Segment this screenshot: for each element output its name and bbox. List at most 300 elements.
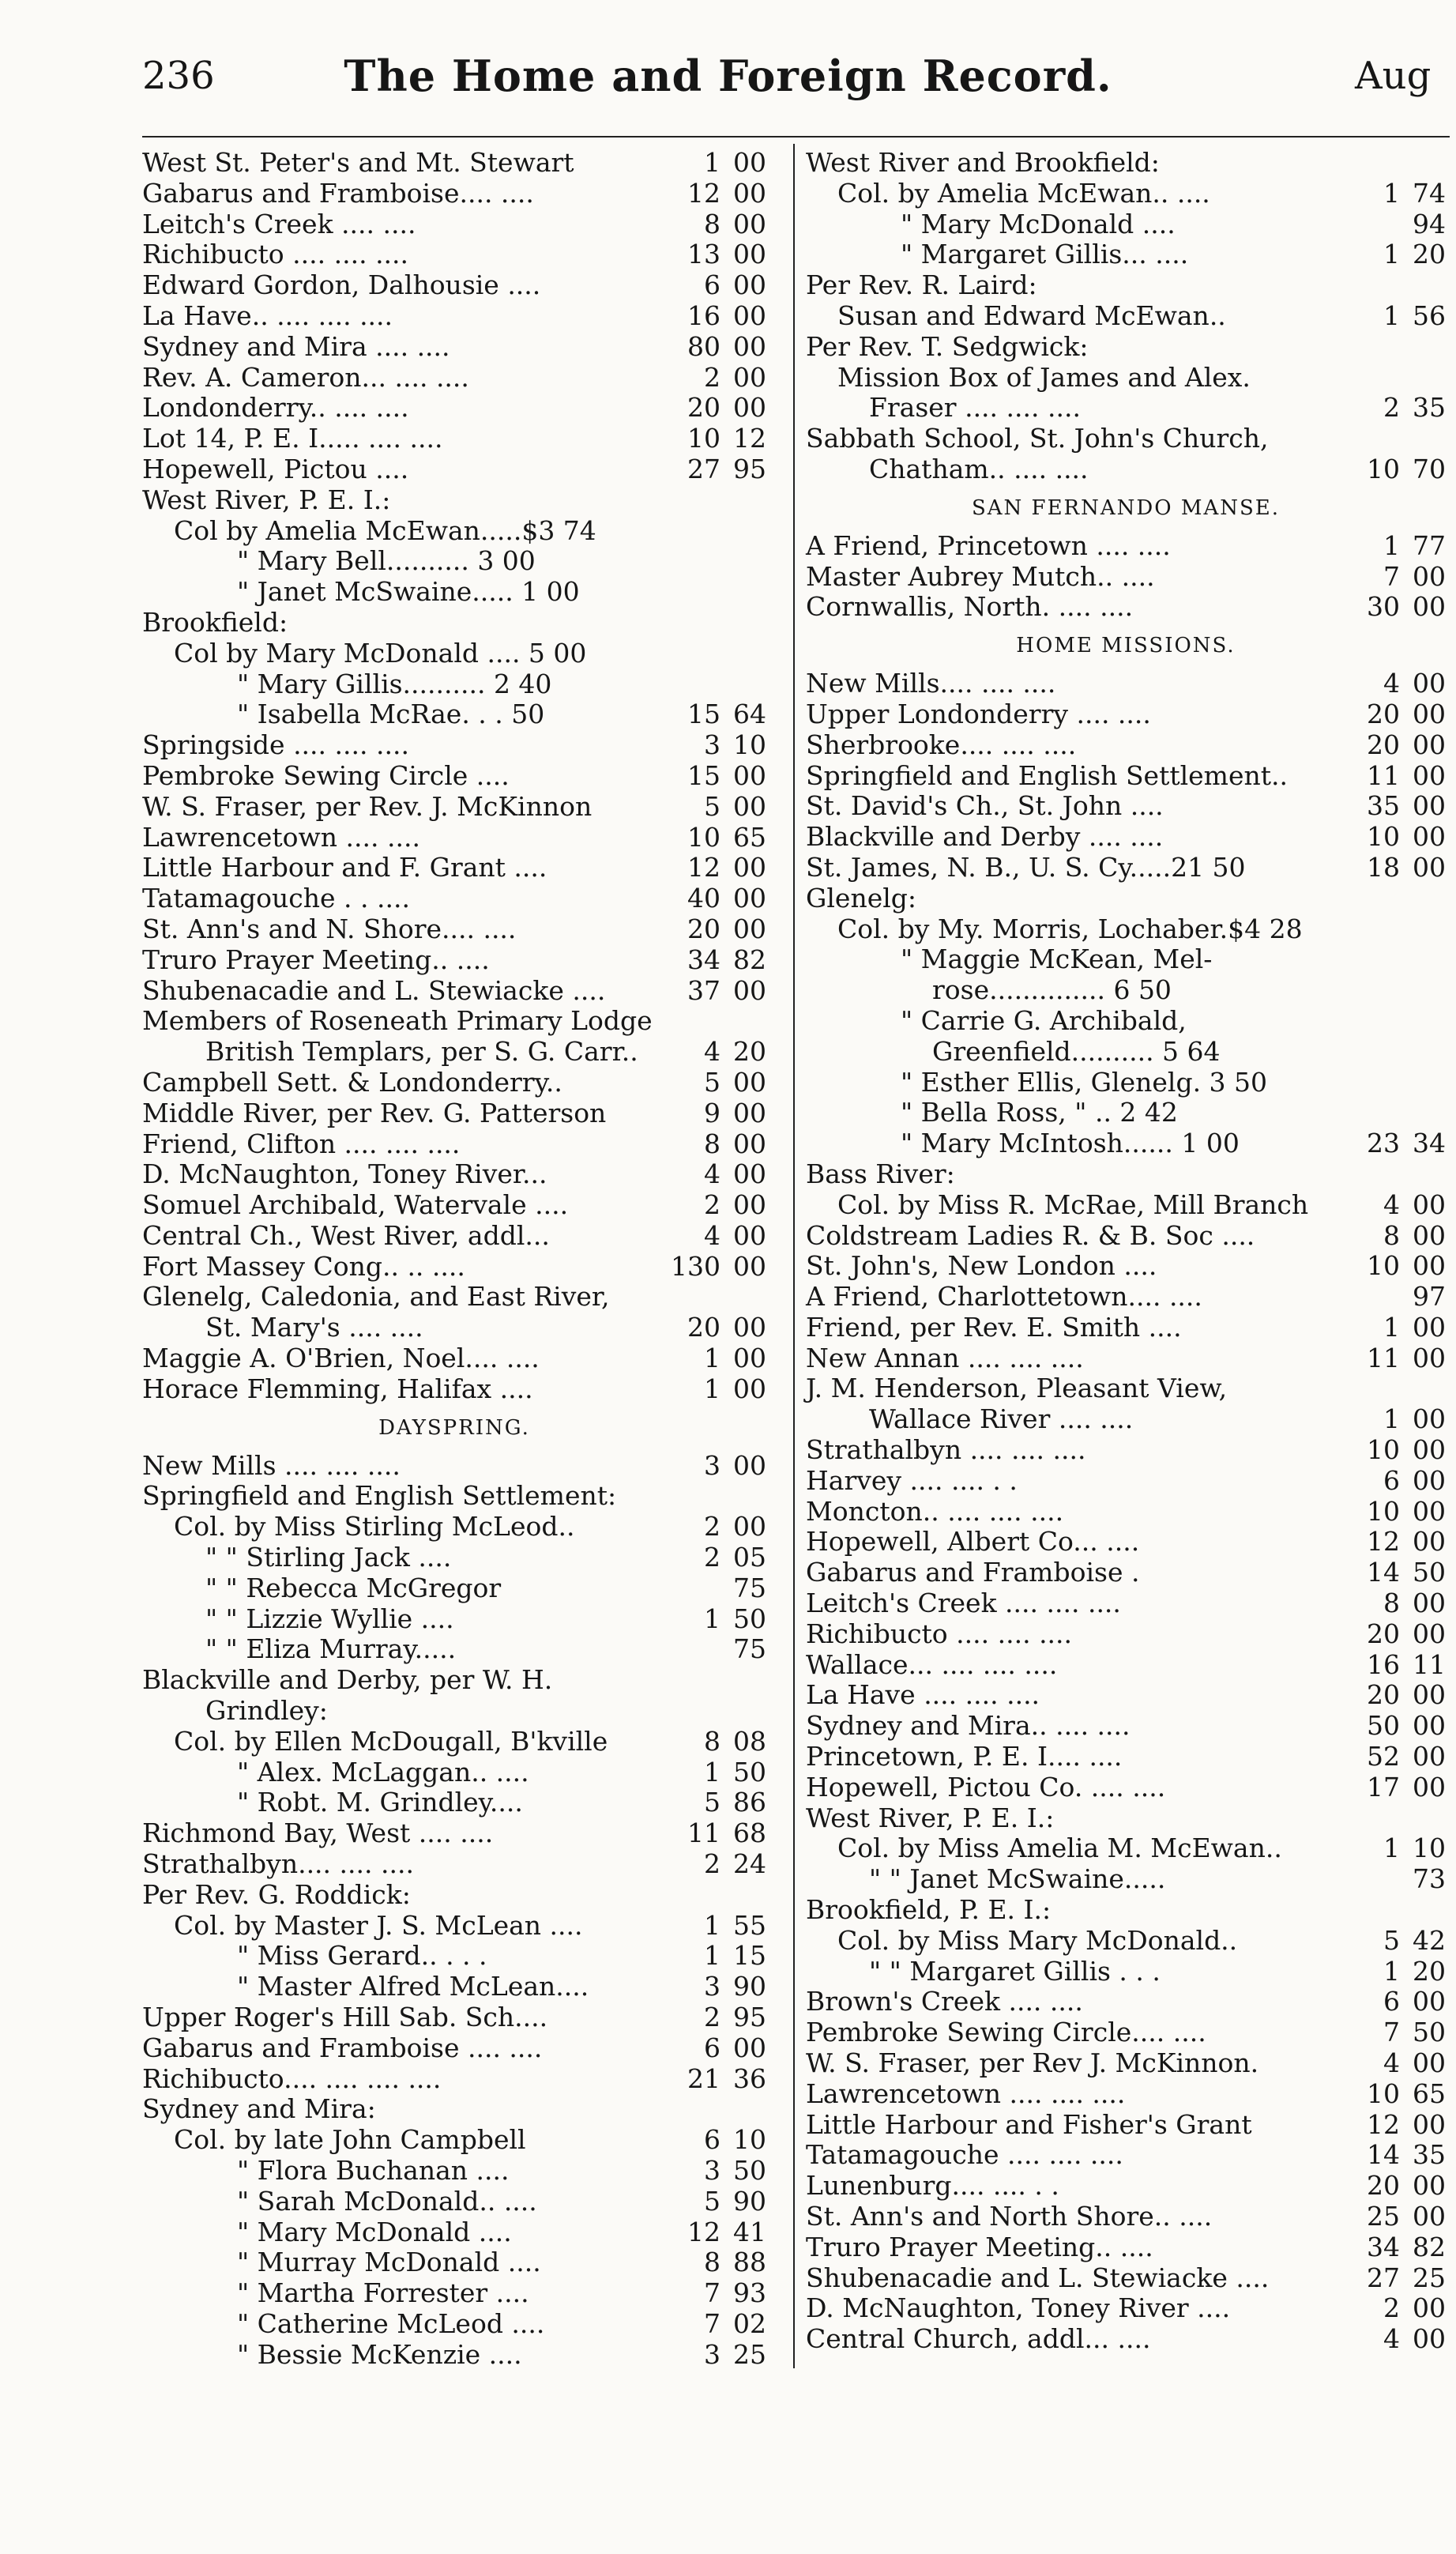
page-header bbox=[0, 46, 1456, 117]
entry-text: Hopewell, Pictou Co. .... .... bbox=[806, 1771, 1166, 1802]
amount-cents: 00 bbox=[733, 269, 766, 301]
ledger-row bbox=[142, 1849, 766, 1880]
ledger-row bbox=[806, 2324, 1446, 2355]
entry-text: " Sarah McDonald.. .... bbox=[237, 2185, 537, 2217]
ledger-row bbox=[142, 2217, 766, 2248]
ledger-row bbox=[806, 1895, 1446, 1926]
amount-cents: 10 bbox=[733, 729, 766, 761]
amount bbox=[704, 2278, 766, 2309]
amount bbox=[1383, 1987, 1446, 2017]
ledger-row bbox=[142, 2278, 766, 2309]
entry-text: Blackville and Derby, per W. H. bbox=[142, 1664, 553, 1696]
amount bbox=[704, 1512, 766, 1543]
amount bbox=[704, 1129, 766, 1160]
entry-text: Pembroke Sewing Circle.... .... bbox=[806, 2017, 1206, 2048]
amount-cents: 00 bbox=[733, 974, 766, 1006]
amount bbox=[704, 1098, 766, 1129]
ledger-row bbox=[806, 1527, 1446, 1558]
amount-cents: 00 bbox=[1413, 2108, 1446, 2140]
amount-dollars: 6 bbox=[1383, 1986, 1400, 2017]
ledger-row bbox=[806, 424, 1446, 454]
ledger-row bbox=[806, 148, 1446, 179]
amount bbox=[704, 1374, 766, 1405]
amount-dollars: 10 bbox=[687, 821, 720, 853]
amount-cents: 00 bbox=[1413, 1526, 1446, 1558]
entry-text: rose.............. 6 50 bbox=[932, 974, 1172, 1006]
entry-text: Col by Amelia McEwan.....$3 74 bbox=[174, 514, 596, 546]
amount-cents: 56 bbox=[1413, 299, 1446, 331]
amount bbox=[704, 1757, 766, 1788]
entry-text: Moncton.. .... .... .... bbox=[806, 1495, 1064, 1527]
amount-dollars: 20 bbox=[1367, 729, 1400, 760]
ledger-row bbox=[806, 209, 1446, 240]
amount bbox=[704, 1543, 766, 1573]
ledger-row bbox=[806, 1221, 1446, 1252]
ledger-row bbox=[142, 2033, 766, 2064]
amount bbox=[1367, 592, 1446, 623]
entry-text: Glenelg, Caledonia, and East River, bbox=[142, 1281, 610, 1313]
ledger-row bbox=[142, 1374, 766, 1405]
amount-dollars: 14 bbox=[1367, 1557, 1400, 1588]
entry-text: A Friend, Charlottetown.... .... bbox=[806, 1281, 1202, 1313]
amount-dollars: 2 bbox=[704, 2002, 720, 2033]
ledger-row bbox=[806, 853, 1446, 883]
amount-dollars: 27 bbox=[687, 453, 720, 484]
amount-dollars: 8 bbox=[704, 2247, 720, 2278]
ledger-row bbox=[142, 1757, 766, 1788]
amount-cents: 93 bbox=[733, 2277, 766, 2309]
entry-text: Master Aubrey Mutch.. .... bbox=[806, 560, 1155, 592]
amount bbox=[704, 1190, 766, 1221]
amount-cents: 82 bbox=[733, 944, 766, 975]
amount-cents: 25 bbox=[1413, 2262, 1446, 2293]
amount bbox=[687, 2217, 766, 2248]
amount-dollars: 12 bbox=[1367, 1526, 1400, 1558]
amount-cents: 00 bbox=[1413, 759, 1446, 791]
amount bbox=[1400, 209, 1446, 240]
ledger-row bbox=[142, 730, 766, 761]
entry-text: J. M. Henderson, Pleasant View, bbox=[806, 1373, 1228, 1404]
amount bbox=[1367, 761, 1446, 792]
amount-dollars: 12 bbox=[687, 852, 720, 883]
amount bbox=[1383, 2324, 1446, 2355]
entry-text: " Bessie McKenzie .... bbox=[237, 2338, 522, 2370]
amount bbox=[704, 2156, 766, 2187]
entry-text: La Have.. .... .... .... bbox=[142, 299, 393, 331]
amount-dollars: 2 bbox=[704, 361, 720, 393]
amount-dollars: 5 bbox=[704, 2185, 720, 2217]
amount bbox=[1383, 1313, 1446, 1343]
entry-text: Richmond Bay, West .... .... bbox=[142, 1818, 494, 1849]
amount-cents: 50 bbox=[733, 1603, 766, 1634]
amount-cents: 00 bbox=[1413, 1741, 1446, 1772]
amount-cents: 00 bbox=[1413, 2201, 1446, 2232]
entry-text: Col by Mary McDonald .... 5 00 bbox=[174, 637, 587, 669]
amount bbox=[704, 1972, 766, 2002]
ledger-row bbox=[142, 1343, 766, 1374]
amount bbox=[704, 148, 766, 179]
amount-dollars: 1 bbox=[1383, 239, 1400, 270]
ledger-row bbox=[142, 1190, 766, 1221]
amount bbox=[704, 2247, 766, 2278]
amount bbox=[704, 1221, 766, 1252]
amount bbox=[1367, 2079, 1446, 2110]
amount-dollars: 4 bbox=[1383, 2047, 1400, 2079]
amount-cents: 05 bbox=[733, 1542, 766, 1573]
amount bbox=[1367, 1527, 1446, 1558]
amount-cents: 15 bbox=[733, 1940, 766, 1972]
amount bbox=[687, 454, 766, 485]
amount-dollars: 20 bbox=[1367, 698, 1400, 729]
entry-text: Lawrencetown .... .... .... bbox=[806, 2077, 1126, 2109]
entry-text: Sydney and Mira.. .... .... bbox=[806, 1710, 1131, 1742]
ledger-row bbox=[806, 363, 1446, 394]
amount-dollars: 3 bbox=[704, 2155, 720, 2186]
entry-text: " Isabella McRae. . . 50 bbox=[237, 699, 545, 730]
entry-text: Wallace... .... .... .... bbox=[806, 1648, 1058, 1680]
amount-dollars: 3 bbox=[704, 1971, 720, 2002]
ledger-row bbox=[806, 301, 1446, 332]
ledger-row bbox=[142, 1787, 766, 1818]
entry-text: Pembroke Sewing Circle .... bbox=[142, 759, 510, 791]
amount-cents: 00 bbox=[1413, 729, 1446, 760]
amount-cents: 35 bbox=[1413, 392, 1446, 424]
entry-text: Per Rev. T. Sedgwick: bbox=[806, 330, 1089, 362]
amount bbox=[1367, 1343, 1446, 1374]
amount-dollars: 1 bbox=[704, 1909, 720, 1941]
ledger-row bbox=[142, 301, 766, 332]
left-column bbox=[142, 148, 766, 2371]
ledger-row bbox=[806, 761, 1446, 792]
amount-cents: 00 bbox=[1413, 2323, 1446, 2355]
amount-cents: 00 bbox=[733, 1189, 766, 1221]
amount-dollars: 21 bbox=[687, 2062, 720, 2094]
amount bbox=[671, 1252, 766, 1283]
amount-cents: 97 bbox=[1413, 1281, 1446, 1313]
amount bbox=[1383, 1833, 1446, 1864]
ledger-row bbox=[142, 1221, 766, 1252]
amount-cents: 00 bbox=[733, 1097, 766, 1128]
entry-text: Tatamagouche . . .... bbox=[142, 883, 410, 914]
amount-dollars: 12 bbox=[687, 2216, 720, 2247]
ledger-row bbox=[806, 1987, 1446, 2017]
amount-dollars: 20 bbox=[687, 913, 720, 944]
ledger-row bbox=[142, 1604, 766, 1635]
ledger-row bbox=[806, 1098, 1446, 1128]
amount-dollars: 1 bbox=[1383, 299, 1400, 331]
amount-cents: 00 bbox=[1413, 1588, 1446, 1619]
entry-text: Fort Massey Cong.. .. .... bbox=[142, 1250, 465, 1282]
amount-cents: 00 bbox=[1413, 1219, 1446, 1251]
section-heading: HOME MISSIONS. bbox=[1016, 634, 1236, 658]
amount-dollars: 10 bbox=[1367, 1434, 1400, 1466]
ledger-row bbox=[806, 1833, 1446, 1864]
entry-text: Campbell Sett. & Londonderry.. bbox=[142, 1066, 562, 1098]
amount-dollars: 25 bbox=[1367, 2201, 1400, 2232]
ledger-row bbox=[806, 1037, 1446, 1068]
amount bbox=[704, 730, 766, 761]
ledger-row bbox=[142, 1972, 766, 2002]
header-rule bbox=[142, 136, 1450, 137]
amount bbox=[1367, 822, 1446, 853]
ledger-row bbox=[806, 179, 1446, 209]
amount-dollars: 20 bbox=[1367, 1679, 1400, 1711]
amount bbox=[1367, 1619, 1446, 1650]
amount bbox=[1383, 2293, 1446, 2324]
ledger-row bbox=[806, 1864, 1446, 1895]
amount-cents: 42 bbox=[1413, 1924, 1446, 1956]
amount-dollars: 2 bbox=[704, 1511, 720, 1543]
amount bbox=[687, 761, 766, 792]
entry-text: Sherbrooke.... .... .... bbox=[806, 729, 1077, 760]
amount bbox=[687, 424, 766, 454]
amount bbox=[687, 1818, 766, 1849]
entry-text: Sydney and Mira: bbox=[142, 2093, 376, 2125]
ledger-row bbox=[806, 822, 1446, 853]
amount-cents: 00 bbox=[1413, 821, 1446, 853]
amount-cents: 50 bbox=[1413, 2017, 1446, 2048]
ledger-row bbox=[142, 1129, 766, 1160]
ledger-row bbox=[806, 2171, 1446, 2202]
amount-cents: 00 bbox=[733, 790, 766, 822]
amount bbox=[687, 332, 766, 363]
amount-cents: 64 bbox=[733, 699, 766, 730]
entry-text: Per Rev. R. Laird: bbox=[806, 269, 1037, 301]
amount bbox=[1367, 1772, 1446, 1803]
entry-text: Cornwallis, North. .... .... bbox=[806, 591, 1134, 623]
entry-text: Lot 14, P. E. I..... .... .... bbox=[142, 423, 443, 454]
amount-cents: 20 bbox=[1413, 1955, 1446, 1987]
entry-text: Richibucto .... .... .... bbox=[142, 239, 409, 270]
amount-dollars: 4 bbox=[704, 1219, 720, 1251]
running-month: Aug bbox=[1355, 54, 1432, 98]
ledger-row bbox=[142, 699, 766, 730]
ledger-row bbox=[806, 975, 1446, 1006]
amount bbox=[1383, 1466, 1446, 1497]
entry-text: Mission Box of James and Alex. bbox=[837, 361, 1251, 393]
amount-dollars: 10 bbox=[1367, 1250, 1400, 1282]
amount-dollars: 1 bbox=[704, 1373, 720, 1404]
entry-text: West River, P. E. I.: bbox=[806, 1802, 1055, 1833]
ledger-row bbox=[806, 1251, 1446, 1282]
amount-cents: 00 bbox=[1413, 698, 1446, 729]
ledger-row bbox=[142, 1282, 766, 1313]
ledger-row bbox=[806, 2048, 1446, 2079]
amount-dollars: 4 bbox=[1383, 1188, 1400, 1220]
entry-text: A Friend, Princetown .... .... bbox=[806, 529, 1171, 561]
entry-text: New Mills .... .... .... bbox=[142, 1449, 401, 1481]
amount bbox=[704, 792, 766, 823]
entry-text: Truro Prayer Meeting.. .... bbox=[806, 2231, 1153, 2262]
amount bbox=[687, 301, 766, 332]
amount-dollars: 17 bbox=[1367, 1771, 1400, 1802]
ledger-row bbox=[142, 485, 766, 516]
amount-cents: 00 bbox=[1413, 1188, 1446, 1220]
amount bbox=[1400, 1282, 1446, 1313]
entry-text: " " Stirling Jack .... bbox=[205, 1542, 452, 1573]
amount-dollars: 11 bbox=[1367, 759, 1400, 791]
amount-dollars: 15 bbox=[687, 759, 720, 791]
ledger-row bbox=[806, 531, 1446, 562]
amount-cents: 75 bbox=[733, 1572, 766, 1603]
ledger-row bbox=[142, 853, 766, 883]
amount bbox=[704, 2125, 766, 2156]
ledger-row bbox=[806, 1373, 1446, 1404]
entry-text: Leitch's Creek .... .... .... bbox=[806, 1588, 1121, 1619]
amount-cents: 50 bbox=[733, 1756, 766, 1787]
amount-dollars: 11 bbox=[687, 1818, 720, 1849]
amount-dollars: 8 bbox=[704, 208, 720, 239]
amount-cents: 00 bbox=[733, 147, 766, 178]
entry-text: West River and Brookfield: bbox=[806, 147, 1160, 178]
entry-text: " Catherine McLeod .... bbox=[237, 2307, 545, 2339]
amount-dollars: 8 bbox=[704, 1725, 720, 1757]
amount-cents: 55 bbox=[733, 1909, 766, 1941]
entry-text: Friend, per Rev. E. Smith .... bbox=[806, 1311, 1182, 1343]
amount-cents: 10 bbox=[733, 2124, 766, 2156]
ledger-row bbox=[142, 1068, 766, 1098]
ledger-row bbox=[142, 914, 766, 945]
amount bbox=[1367, 1742, 1446, 1772]
amount bbox=[687, 945, 766, 976]
amount-dollars: 40 bbox=[687, 883, 720, 914]
ledger-row bbox=[806, 2017, 1446, 2048]
ledger-row bbox=[806, 1128, 1446, 1159]
entry-text: Brown's Creek .... .... bbox=[806, 1986, 1083, 2017]
amount-dollars: 52 bbox=[1367, 1741, 1400, 1772]
ledger-row bbox=[806, 239, 1446, 270]
entry-text: St. David's Ch., St. John .... bbox=[806, 790, 1164, 822]
ledger-row bbox=[806, 1711, 1446, 1742]
ledger-row bbox=[142, 2247, 766, 2278]
amount-dollars: 2 bbox=[704, 1848, 720, 1880]
amount-cents: 00 bbox=[1413, 790, 1446, 822]
ledger-row bbox=[806, 2110, 1446, 2141]
amount-cents: 11 bbox=[1413, 1648, 1446, 1680]
amount bbox=[704, 2033, 766, 2064]
entry-text: West St. Peter's and Mt. Stewart bbox=[142, 147, 574, 178]
entry-text: St. Ann's and North Shore.. .... bbox=[806, 2201, 1213, 2232]
amount-cents: 00 bbox=[733, 913, 766, 944]
amount-dollars: 20 bbox=[1367, 1618, 1400, 1649]
amount-dollars: 50 bbox=[1367, 1710, 1400, 1742]
entry-text: Springside .... .... .... bbox=[142, 729, 409, 761]
amount-dollars: 8 bbox=[704, 1128, 720, 1159]
amount-dollars: 11 bbox=[1367, 1342, 1400, 1373]
amount bbox=[1383, 301, 1446, 332]
ledger-row bbox=[806, 914, 1446, 945]
ledger-row bbox=[142, 976, 766, 1007]
entry-text: " " Lizzie Wyllie .... bbox=[205, 1603, 454, 1634]
entry-text: " Robt. M. Grindley.... bbox=[237, 1787, 523, 1818]
ledger-row bbox=[806, 592, 1446, 623]
amount-dollars: 3 bbox=[704, 729, 720, 761]
ledger-row bbox=[142, 1252, 766, 1283]
ledger-row bbox=[142, 2064, 766, 2095]
entry-text: Horace Flemming, Halifax .... bbox=[142, 1373, 533, 1404]
amount bbox=[1367, 730, 1446, 761]
ledger-row bbox=[806, 1619, 1446, 1650]
amount-cents: 00 bbox=[733, 1449, 766, 1481]
ledger-row bbox=[142, 179, 766, 209]
ledger-row bbox=[142, 1911, 766, 1942]
entry-text: St. James, N. B., U. S. Cy.....21 50 bbox=[806, 851, 1246, 883]
ledger-row bbox=[806, 454, 1446, 485]
ledger-row bbox=[806, 2232, 1446, 2263]
amount-cents: 00 bbox=[733, 1066, 766, 1098]
amount bbox=[704, 1911, 766, 1942]
ledger-row bbox=[806, 2293, 1446, 2324]
amount bbox=[1383, 179, 1446, 209]
amount bbox=[704, 2187, 766, 2217]
amount-cents: 00 bbox=[1413, 1403, 1446, 1435]
amount-dollars: 7 bbox=[704, 2277, 720, 2309]
amount bbox=[1367, 1650, 1446, 1681]
amount-dollars: 3 bbox=[704, 1449, 720, 1481]
ledger-row bbox=[142, 823, 766, 853]
amount-cents: 00 bbox=[1413, 1679, 1446, 1711]
amount-cents: 24 bbox=[733, 1848, 766, 1880]
amount bbox=[1383, 1957, 1446, 1987]
entry-text: " Margaret Gillis... .... bbox=[901, 239, 1189, 270]
amount-cents: 00 bbox=[733, 299, 766, 331]
ledger-row bbox=[806, 2263, 1446, 2294]
amount-cents: 00 bbox=[733, 1250, 766, 1282]
amount-cents: 00 bbox=[1413, 1342, 1446, 1373]
ledger-row bbox=[142, 792, 766, 823]
entry-text: Londonderry.. .... .... bbox=[142, 392, 409, 424]
ledger-row bbox=[142, 332, 766, 363]
amount-cents: 00 bbox=[733, 852, 766, 883]
entry-text: Rev. A. Cameron... .... .... bbox=[142, 361, 469, 393]
amount bbox=[1367, 1680, 1446, 1711]
ledger-row bbox=[142, 2094, 766, 2125]
amount bbox=[1383, 1190, 1446, 1221]
entry-text: Fraser .... .... .... bbox=[869, 392, 1081, 424]
ledger-row bbox=[806, 2079, 1446, 2110]
entry-text: " Carrie G. Archibald, bbox=[901, 1004, 1187, 1036]
amount bbox=[1367, 2171, 1446, 2202]
entry-text: D. McNaughton, Toney River .... bbox=[806, 2292, 1231, 2324]
ledger-row bbox=[142, 608, 766, 638]
amount-cents: 00 bbox=[733, 239, 766, 270]
amount bbox=[720, 1573, 766, 1604]
amount-dollars: 1 bbox=[704, 1756, 720, 1787]
ledger-row bbox=[142, 1880, 766, 1911]
entry-text: Coldstream Ladies R. & B. Soc .... bbox=[806, 1219, 1255, 1251]
amount-dollars: 4 bbox=[1383, 2323, 1400, 2355]
ledger-row bbox=[806, 1497, 1446, 1528]
amount bbox=[1383, 1404, 1446, 1435]
amount-cents: 00 bbox=[733, 1128, 766, 1159]
amount-dollars: 5 bbox=[704, 1787, 720, 1818]
amount-cents: 77 bbox=[1413, 529, 1446, 561]
entry-text: Brookfield: bbox=[142, 606, 288, 638]
ledger-row bbox=[142, 2187, 766, 2217]
ledger-row bbox=[806, 1282, 1446, 1313]
ledger-row bbox=[142, 638, 766, 669]
amount bbox=[1383, 1221, 1446, 1252]
entry-text: Strathalbyn.... .... .... bbox=[142, 1848, 414, 1880]
amount bbox=[1383, 2048, 1446, 2079]
amount-dollars: 12 bbox=[687, 177, 720, 209]
amount-dollars: 1 bbox=[1383, 1955, 1400, 1987]
ledger-row bbox=[806, 1742, 1446, 1772]
amount-cents: 65 bbox=[1413, 2077, 1446, 2109]
entry-text: " Maggie McKean, Mel- bbox=[901, 944, 1213, 975]
amount bbox=[1367, 699, 1446, 730]
ledger-row bbox=[806, 944, 1446, 975]
